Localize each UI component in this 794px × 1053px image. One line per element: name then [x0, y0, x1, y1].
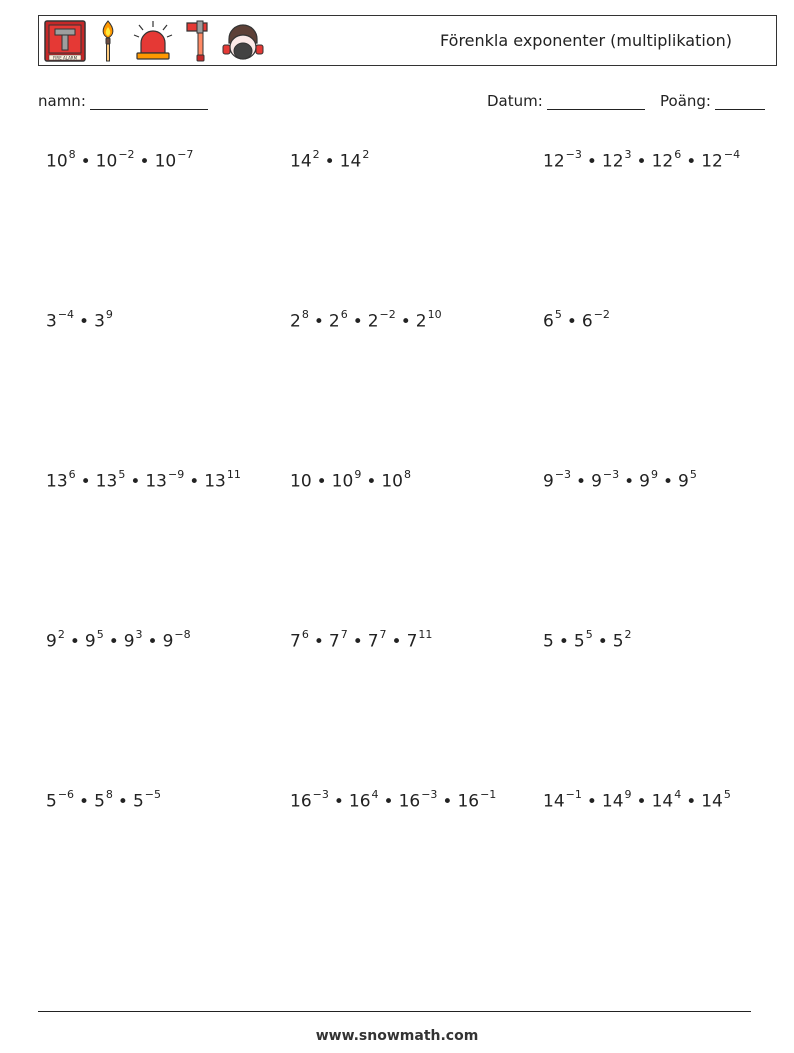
multiply-dot: •: [139, 151, 150, 172]
term-exponent: −2: [118, 148, 135, 161]
name-field[interactable]: [38, 92, 208, 110]
term-exponent: −9: [167, 468, 185, 481]
term-base: 7: [406, 631, 418, 652]
problem-1: [46, 150, 193, 172]
multiply-dot: •: [400, 311, 411, 332]
term-base: 3: [46, 311, 57, 332]
term-base: 16: [290, 791, 312, 812]
term-base: 12: [601, 151, 624, 172]
fire-alarm-label: FIRE ALARM: [52, 55, 78, 61]
problem-7: [46, 470, 241, 492]
term-base: 12: [651, 151, 674, 172]
multiply-dot: •: [79, 311, 90, 332]
term-base: 16: [348, 791, 371, 812]
term-base: 10: [290, 471, 312, 492]
term-base: 7: [328, 631, 340, 652]
problem-14: [290, 790, 496, 812]
worksheet-header: [38, 15, 777, 66]
term-base: 9: [162, 631, 174, 652]
date-blank[interactable]: [547, 94, 645, 110]
term-exponent: 3: [624, 148, 632, 161]
term-exponent: 5: [118, 468, 126, 481]
term-exponent: −5: [144, 788, 161, 801]
term-base: 10: [381, 471, 403, 492]
term-base: 13: [145, 471, 167, 492]
term-exponent: −4: [57, 308, 75, 321]
term-exponent: 9: [354, 468, 362, 481]
term-exponent: −3: [312, 788, 329, 801]
multiply-dot: •: [189, 471, 200, 492]
term-exponent: 11: [418, 628, 433, 641]
multiply-dot: •: [391, 631, 402, 652]
term-base: 12: [543, 151, 565, 172]
term-exponent: 4: [371, 788, 379, 801]
footer-divider: [38, 1011, 751, 1012]
name-blank[interactable]: [90, 94, 208, 110]
siren-icon: [131, 19, 175, 63]
name-label: namn:: [38, 92, 86, 110]
term-exponent: 8: [68, 148, 76, 161]
term-base: 9: [639, 471, 650, 492]
problem-3: [543, 150, 740, 172]
term-base: 3: [94, 311, 105, 332]
term-exponent: 4: [674, 788, 682, 801]
header-icons: [43, 19, 265, 63]
term-base: 2: [367, 311, 379, 332]
term-exponent: 9: [105, 308, 113, 321]
term-base: 10: [95, 151, 118, 172]
date-label: Datum:: [487, 92, 543, 110]
term-exponent: 8: [301, 308, 309, 321]
multiply-dot: •: [686, 151, 697, 172]
term-base: 14: [290, 151, 312, 172]
problem-11: [290, 630, 432, 652]
term-exponent: 8: [105, 788, 113, 801]
multiply-dot: •: [333, 791, 344, 812]
term-exponent: 7: [340, 628, 348, 641]
term-exponent: 6: [68, 468, 76, 481]
worksheet-title: Förenkla exponenter (multiplikation): [440, 31, 732, 50]
problem-2: [290, 150, 369, 172]
multiply-dot: •: [383, 791, 394, 812]
term-base: 9: [678, 471, 689, 492]
term-base: 9: [123, 631, 135, 652]
multiply-dot: •: [313, 311, 324, 332]
term-exponent: 8: [403, 468, 411, 481]
multiply-dot: •: [117, 791, 128, 812]
multiply-dot: •: [352, 311, 363, 332]
term-base: 13: [204, 471, 226, 492]
multiply-dot: •: [558, 631, 569, 652]
term-base: 14: [339, 151, 362, 172]
multiply-dot: •: [80, 151, 91, 172]
problem-10: [46, 630, 191, 652]
gas-mask-icon: [221, 19, 265, 63]
multiply-dot: •: [442, 791, 453, 812]
multiply-dot: •: [662, 471, 674, 492]
term-base: 13: [95, 471, 118, 492]
term-exponent: −6: [57, 788, 75, 801]
multiply-dot: •: [80, 471, 91, 492]
term-base: 6: [581, 311, 593, 332]
term-base: 5: [46, 791, 57, 812]
term-exponent: 5: [723, 788, 731, 801]
term-base: 7: [367, 631, 379, 652]
term-base: 2: [290, 311, 301, 332]
term-base: 9: [46, 631, 57, 652]
problem-13: [46, 790, 161, 812]
term-exponent: −8: [174, 628, 191, 641]
fire-axe-icon: [183, 19, 213, 63]
term-exponent: −2: [593, 308, 610, 321]
term-base: 7: [290, 631, 301, 652]
term-exponent: −2: [379, 308, 396, 321]
fire-alarm-icon: [43, 19, 87, 63]
term-exponent: −4: [723, 148, 741, 161]
term-base: 10: [331, 471, 354, 492]
term-base: 5: [573, 631, 585, 652]
term-exponent: 5: [96, 628, 104, 641]
term-exponent: 2: [362, 148, 370, 161]
multiply-dot: •: [586, 151, 597, 172]
term-exponent: 2: [57, 628, 65, 641]
term-base: 9: [591, 471, 602, 492]
score-label: Poäng:: [660, 92, 711, 110]
multiply-dot: •: [636, 791, 647, 812]
date-field[interactable]: [487, 92, 645, 110]
multiply-dot: •: [79, 791, 90, 812]
footer-url: www.snowmath.com: [315, 1028, 479, 1044]
problem-5: [290, 310, 442, 332]
term-exponent: 6: [674, 148, 682, 161]
term-exponent: −7: [177, 148, 194, 161]
term-exponent: −3: [602, 468, 620, 481]
score-field[interactable]: [660, 92, 765, 110]
term-exponent: 5: [689, 468, 697, 481]
term-exponent: 11: [226, 468, 241, 481]
multiply-dot: •: [686, 791, 697, 812]
multiply-dot: •: [313, 631, 324, 652]
multiply-dot: •: [130, 471, 141, 492]
problem-6: [543, 310, 610, 332]
term-exponent: 3: [135, 628, 143, 641]
term-base: 14: [701, 791, 723, 812]
term-exponent: 6: [301, 628, 309, 641]
term-base: 13: [46, 471, 68, 492]
score-blank[interactable]: [715, 94, 765, 110]
problem-15: [543, 790, 731, 812]
term-base: 9: [543, 471, 554, 492]
term-exponent: 10: [427, 308, 442, 321]
problem-12: [543, 630, 632, 652]
term-exponent: 5: [554, 308, 562, 321]
term-exponent: 2: [312, 148, 320, 161]
term-base: 5: [132, 791, 144, 812]
multiply-dot: •: [576, 471, 587, 492]
term-exponent: −3: [554, 468, 572, 481]
term-exponent: 6: [340, 308, 348, 321]
multiply-dot: •: [624, 471, 635, 492]
multiply-dot: •: [366, 471, 377, 492]
term-exponent: −3: [565, 148, 582, 161]
multiply-dot: •: [566, 311, 577, 332]
term-base: 2: [328, 311, 340, 332]
term-base: 14: [543, 791, 565, 812]
multiply-dot: •: [147, 631, 158, 652]
term-exponent: −1: [480, 788, 497, 801]
multiply-dot: •: [597, 631, 608, 652]
problem-8: [290, 470, 411, 492]
term-base: 6: [543, 311, 554, 332]
term-base: 5: [543, 631, 554, 652]
match-icon: [93, 19, 123, 63]
term-base: 10: [46, 151, 68, 172]
term-base: 2: [415, 311, 427, 332]
multiply-dot: •: [108, 631, 119, 652]
multiply-dot: •: [586, 791, 597, 812]
term-base: 14: [651, 791, 674, 812]
term-exponent: −1: [565, 788, 582, 801]
term-base: 16: [398, 791, 421, 812]
multiply-dot: •: [69, 631, 80, 652]
term-base: 16: [457, 791, 480, 812]
term-exponent: 5: [585, 628, 593, 641]
term-base: 5: [94, 791, 105, 812]
term-exponent: −3: [421, 788, 438, 801]
multiply-dot: •: [636, 151, 647, 172]
problem-9: [543, 470, 697, 492]
term-exponent: 2: [624, 628, 632, 641]
problem-4: [46, 310, 113, 332]
term-exponent: 7: [379, 628, 387, 641]
term-base: 5: [612, 631, 624, 652]
term-base: 14: [601, 791, 624, 812]
term-exponent: 9: [624, 788, 632, 801]
multiply-dot: •: [316, 471, 327, 492]
multiply-dot: •: [324, 151, 335, 172]
term-base: 12: [701, 151, 723, 172]
term-exponent: 9: [650, 468, 658, 481]
term-base: 9: [84, 631, 96, 652]
term-base: 10: [154, 151, 177, 172]
multiply-dot: •: [352, 631, 363, 652]
